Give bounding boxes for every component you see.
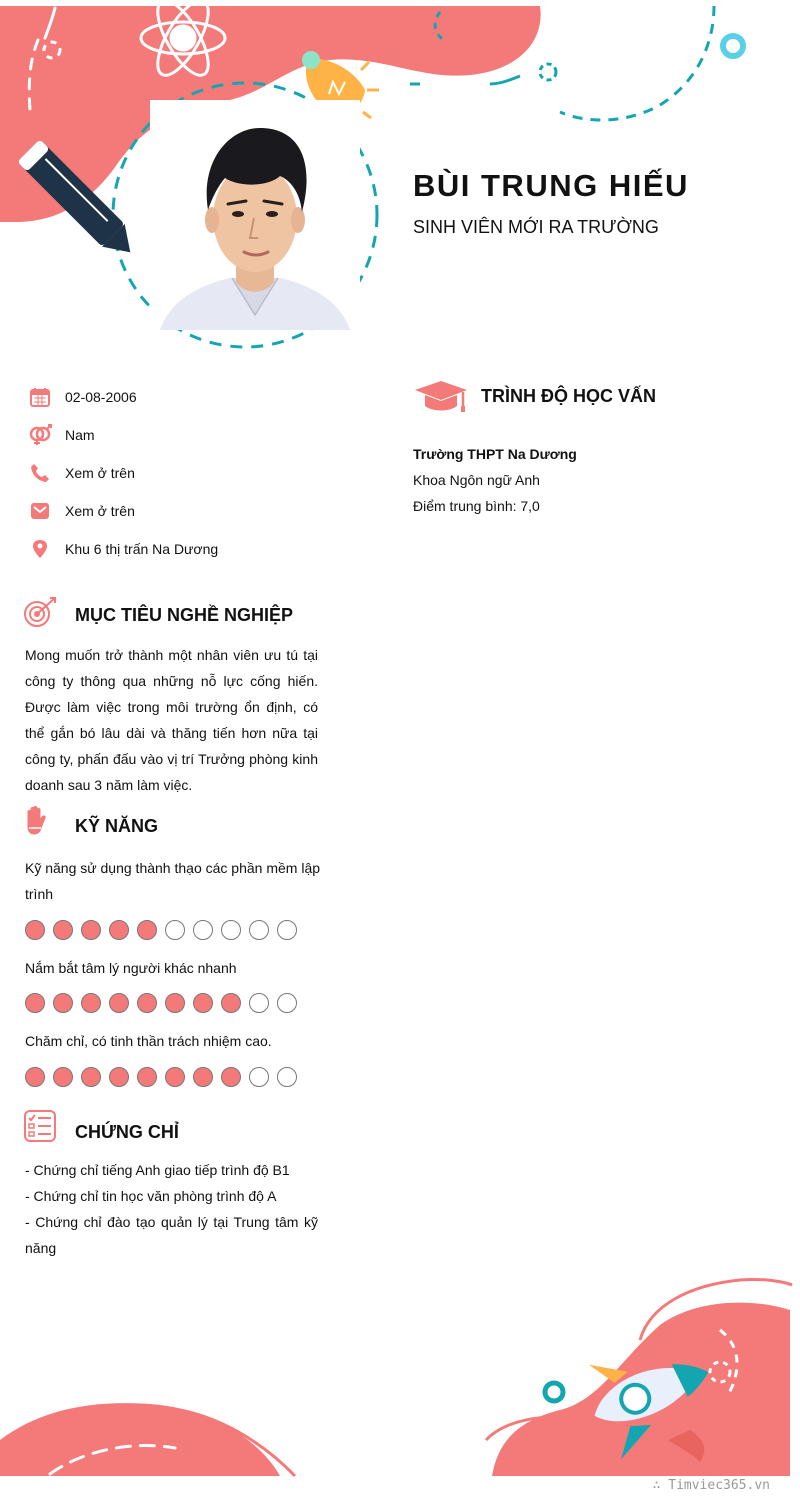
rating-dot-empty bbox=[165, 920, 185, 940]
graduation-cap-icon bbox=[413, 380, 469, 414]
rating-dot-filled bbox=[165, 993, 185, 1013]
school-name: Trường THPT Na Dương bbox=[413, 446, 577, 462]
target-icon bbox=[24, 596, 58, 628]
rating-dot-filled bbox=[25, 920, 45, 940]
contact-address bbox=[28, 537, 218, 561]
rating-dot-filled bbox=[165, 1067, 185, 1087]
contact-email bbox=[28, 499, 135, 523]
rating-dot-filled bbox=[81, 1067, 101, 1087]
education-major: Khoa Ngôn ngữ Anh bbox=[413, 472, 540, 488]
candidate-role: SINH VIÊN MỚI RA TRƯỜNG bbox=[413, 217, 659, 237]
rating-dot-filled bbox=[137, 920, 157, 940]
contact-gender bbox=[28, 423, 95, 447]
rating-dot-filled bbox=[109, 993, 129, 1013]
objective-text: Mong muốn trở thành một nhân viên ưu tú tại công ty thông qua những nỗ lực cống hiến. Được làm việc trong môi trường ổn định, có thể gắn bó lâu dài và thăng tiến hơn nữa tại công ty, phấn đấu vào vị trí Trưởng phòng kinh doanh sau 3 năm làm việc. bbox=[25, 647, 318, 793]
phone-icon bbox=[28, 461, 52, 485]
skill-rating bbox=[25, 993, 297, 1013]
rating-dot-filled bbox=[109, 1067, 129, 1087]
checklist-icon bbox=[24, 1110, 56, 1142]
skill-label: Kỹ năng sử dụng thành thạo các phần mềm lập trình bbox=[25, 860, 321, 902]
objective-title: MỤC TIÊU NGHỀ NGHIỆP bbox=[75, 605, 294, 625]
contact-text: Xem ở trên bbox=[65, 503, 135, 519]
certificate-item: - Chứng chỉ tiếng Anh giao tiếp trình độ B1 bbox=[25, 1162, 290, 1178]
skill-label: Nắm bắt tâm lý người khác nhanh bbox=[25, 960, 237, 976]
certificates-title: CHỨNG CHỈ bbox=[75, 1122, 179, 1142]
rating-dot-empty bbox=[277, 993, 297, 1013]
certificate-item: - Chứng chỉ tin học văn phòng trình độ A bbox=[25, 1188, 277, 1204]
rating-dot-filled bbox=[25, 1067, 45, 1087]
rating-dot-empty bbox=[193, 920, 213, 940]
rating-dot-filled bbox=[137, 1067, 157, 1087]
raised-hand-icon bbox=[24, 806, 48, 838]
rating-dot-filled bbox=[221, 1067, 241, 1087]
rating-dot-filled bbox=[81, 920, 101, 940]
rating-dot-filled bbox=[109, 920, 129, 940]
contact-phone bbox=[28, 461, 135, 485]
contact-text: Nam bbox=[65, 427, 95, 443]
rating-dot-filled bbox=[53, 1067, 73, 1087]
rating-dot-filled bbox=[53, 920, 73, 940]
rating-dot-empty bbox=[221, 920, 241, 940]
rating-dot-filled bbox=[221, 993, 241, 1013]
skill-rating bbox=[25, 920, 297, 940]
candidate-name: BÙI TRUNG HIẾU bbox=[413, 168, 689, 203]
rating-dot-filled bbox=[25, 993, 45, 1013]
education-details bbox=[413, 441, 577, 519]
calendar-icon bbox=[28, 385, 52, 409]
rating-dot-empty bbox=[277, 1067, 297, 1087]
skill-label: Chăm chỉ, có tinh thần trách nhiệm cao. bbox=[25, 1033, 272, 1049]
contact-text: 02-08-2006 bbox=[65, 389, 137, 405]
rating-dot-filled bbox=[193, 1067, 213, 1087]
location-pin-icon bbox=[28, 537, 52, 561]
contact-text: Khu 6 thị trấn Na Dương bbox=[65, 541, 219, 557]
skills-title: KỸ NĂNG bbox=[75, 816, 159, 836]
rating-dot-filled bbox=[53, 993, 73, 1013]
rating-dot-filled bbox=[193, 993, 213, 1013]
rating-dot-filled bbox=[137, 993, 157, 1013]
certificates-list bbox=[25, 1157, 318, 1261]
certificate-item: - Chứng chỉ đào tạo quản lý tại Trung tâm kỹ năng bbox=[25, 1214, 318, 1256]
education-gpa: Điểm trung bình: 7,0 bbox=[413, 498, 540, 514]
skill-rating bbox=[25, 1067, 297, 1087]
contact-text: Xem ở trên bbox=[65, 465, 135, 481]
contact-birthdate bbox=[28, 385, 137, 409]
rating-dot-empty bbox=[277, 920, 297, 940]
education-title: TRÌNH ĐỘ HỌC VẤN bbox=[481, 386, 656, 406]
rating-dot-empty bbox=[249, 920, 269, 940]
rating-dot-empty bbox=[249, 1067, 269, 1087]
rating-dot-empty bbox=[249, 993, 269, 1013]
profile-photo bbox=[150, 100, 360, 330]
rating-dot-filled bbox=[81, 993, 101, 1013]
watermark: ∴ Timviec365.vn bbox=[652, 1478, 770, 1493]
gender-icon bbox=[28, 423, 52, 447]
email-icon bbox=[28, 499, 52, 523]
